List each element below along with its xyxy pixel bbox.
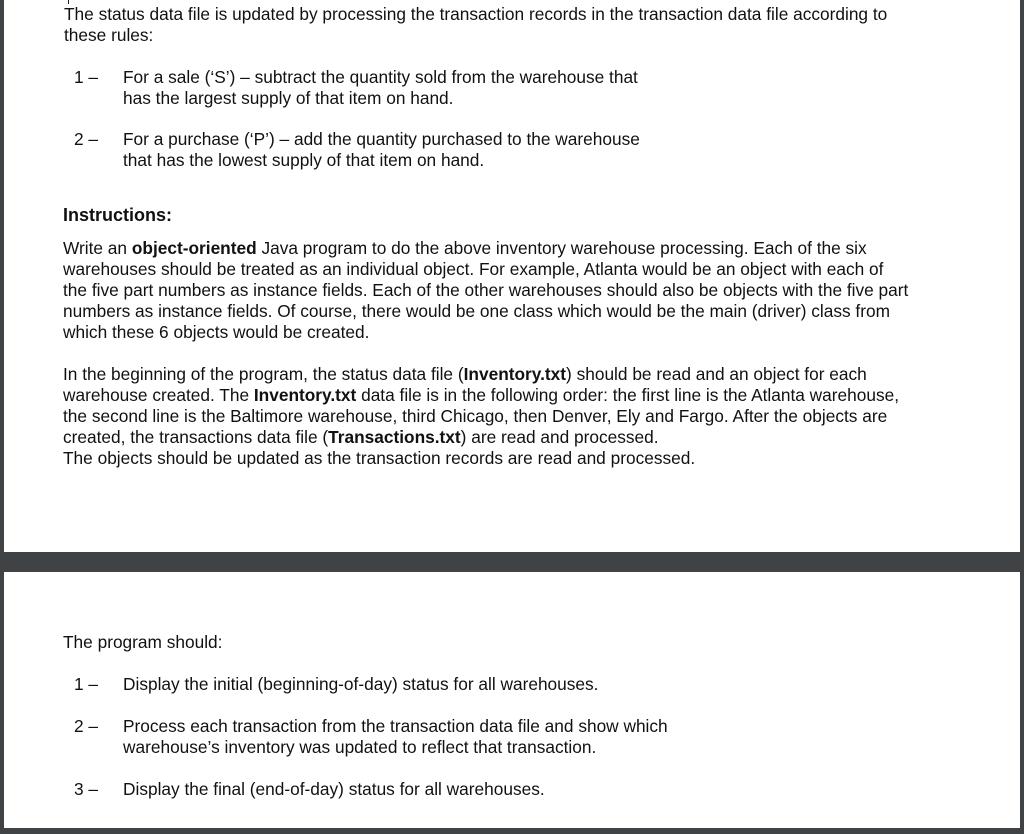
instructions-heading: Instructions: <box>63 205 173 225</box>
text-span: Java program to do the above inventory warehouse processing. Each of the six <box>256 238 867 258</box>
step-text-line: warehouse’s inventory was updated to reflect that transaction. <box>123 737 597 757</box>
text-span: In the beginning of the program, the status data file ( <box>63 364 464 384</box>
paragraph-line: the five part numbers as instance fields. Each of the other warehouses should also be objects with the five part <box>63 280 909 300</box>
text-span: ) are read and processed. <box>460 427 659 447</box>
intro-line-2: these rules: <box>64 25 154 45</box>
paragraph-line: which these 6 objects would be created. <box>63 322 370 342</box>
rule-number: 1 – <box>74 67 99 87</box>
step-text-line: Display the final (end-of-day) status for all warehouses. <box>123 779 545 799</box>
paragraph-line <box>63 385 899 406</box>
document-page-2 <box>4 572 1020 828</box>
text-span: warehouse created. The <box>63 385 254 405</box>
rule-text-line: has the largest supply of that item on hand. <box>123 88 454 108</box>
text-span: ) should be read and an object for each <box>566 364 867 384</box>
paragraph-line <box>63 427 659 448</box>
paragraph-line: numbers as instance fields. Of course, there would be one class which would be the main (driver) class from <box>63 301 890 321</box>
step-number: 1 – <box>74 674 99 694</box>
step-number: 3 – <box>74 779 99 799</box>
rule-text-line: For a sale (‘S’) – subtract the quantity sold from the warehouse that <box>123 67 638 87</box>
intro-line-1: The status data file is updated by processing the transaction records in the transaction data file according to <box>64 4 888 24</box>
step-number: 2 – <box>74 716 99 736</box>
paragraph-line <box>63 238 867 259</box>
bold-filename: Inventory.txt <box>253 385 357 405</box>
paragraph-line: the second line is the Baltimore warehouse, third Chicago, then Denver, Ely and Fargo. After the objects are <box>63 406 888 426</box>
paragraph-line: warehouses should be treated as an individual object. For example, Atlanta would be an object with each of <box>63 259 884 279</box>
paragraph-line <box>63 364 867 385</box>
paragraph-line: The objects should be updated as the transaction records are read and processed. <box>63 448 696 468</box>
rule-number: 2 – <box>74 129 99 149</box>
bold-filename: Inventory.txt <box>463 364 567 384</box>
text-span: Write an <box>63 238 132 258</box>
program-lead: The program should: <box>63 632 223 652</box>
step-text-line: Process each transaction from the transaction data file and show which <box>123 716 668 736</box>
bold-term: object-oriented <box>131 238 257 258</box>
text-span: data file is in the following order: the first line is the Atlanta warehouse, <box>356 385 900 405</box>
text-span: created, the transactions data file ( <box>63 427 329 447</box>
step-text-line: Display the initial (beginning-of-day) status for all warehouses. <box>123 674 599 694</box>
bold-filename: Transactions.txt <box>328 427 461 447</box>
rule-text-line: For a purchase (‘P’) – add the quantity purchased to the warehouse <box>123 129 640 149</box>
rule-text-line: that has the lowest supply of that item on hand. <box>123 150 485 170</box>
document-page-1 <box>4 0 1020 552</box>
